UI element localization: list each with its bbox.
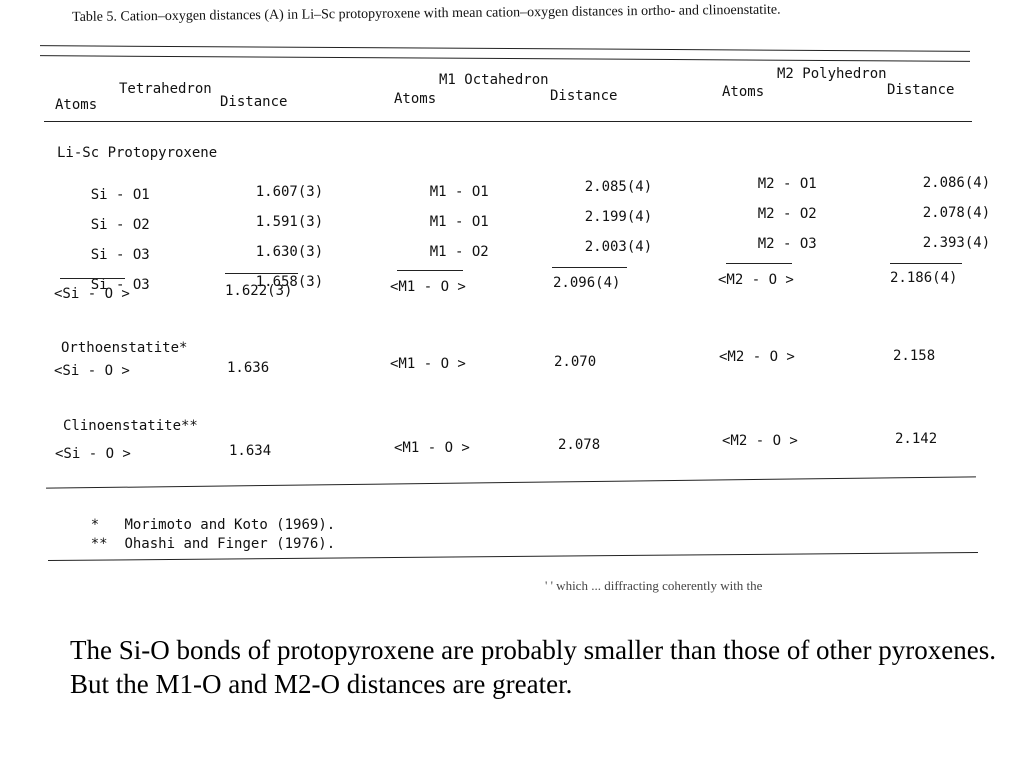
table-title: Table 5. Cation–oxygen distances (A) in Li–Sc protopyroxene with mean cation–oxygen distances in ortho- and clinoenstatite. bbox=[72, 2, 781, 25]
mean-overline bbox=[552, 267, 627, 268]
mean-overline bbox=[225, 273, 298, 274]
mean-si-value: 1.622(3) bbox=[225, 283, 293, 299]
footnote-mark: * bbox=[90, 517, 100, 533]
distance-cell: 2.078(4) bbox=[922, 205, 991, 221]
distance-cell: 2.086(4) bbox=[922, 175, 991, 191]
commentary-text: The Si-O bonds of protopyroxene are probably smaller than those of other pyroxenes. But the M1-O and M2-O distances are greater. bbox=[70, 635, 997, 699]
distance-cell: 2.003(4) bbox=[584, 239, 653, 255]
mean-overline bbox=[397, 270, 463, 271]
top-rule-1 bbox=[40, 45, 970, 52]
clino-si-label: <Si - O > bbox=[55, 446, 131, 462]
section-label-clinoenstatite: Clinoenstatite** bbox=[63, 418, 198, 434]
mean-overline bbox=[890, 263, 962, 264]
ortho-m1-value: 2.070 bbox=[554, 354, 597, 370]
ortho-si-label: <Si - O > bbox=[54, 363, 130, 379]
clino-m1-label: <M1 - O > bbox=[394, 440, 470, 456]
mean-m2-value: 2.186(4) bbox=[890, 270, 958, 286]
cut-off-body-text: ' ' which ... diffracting coherently with the bbox=[545, 578, 763, 593]
distance-cell: 2.085(4) bbox=[584, 179, 653, 195]
col-atoms-tetra: Atoms bbox=[55, 97, 98, 113]
atoms-cell: Si - O3 bbox=[90, 247, 150, 263]
col-distance-m1: Distance bbox=[550, 88, 618, 104]
atoms-cell: Si - O3 bbox=[90, 277, 150, 293]
atoms-cell: M1 - O1 bbox=[429, 214, 489, 230]
clino-m1-value: 2.078 bbox=[558, 437, 601, 453]
ortho-m2-label: <M2 - O > bbox=[719, 349, 795, 365]
table-row bbox=[724, 162, 817, 267]
ortho-si-value: 1.636 bbox=[227, 360, 270, 376]
footnote-text: Ohashi and Finger (1976). bbox=[124, 536, 336, 552]
table-row bbox=[889, 161, 990, 266]
ortho-m1-label: <M1 - O > bbox=[390, 356, 466, 372]
atoms-cell: Si - O2 bbox=[90, 217, 150, 233]
atoms-cell: M2 - O3 bbox=[757, 236, 817, 252]
distance-cell: 1.607(3) bbox=[255, 184, 324, 200]
mean-si-label: <Si - O > bbox=[54, 286, 130, 302]
mean-m1-value: 2.096(4) bbox=[553, 275, 621, 291]
distance-cell: 1.630(3) bbox=[255, 244, 324, 260]
atoms-cell: M1 - O2 bbox=[429, 244, 489, 260]
header-tetrahedron: Tetrahedron bbox=[119, 81, 212, 97]
mean-m2-label: <M2 - O > bbox=[718, 272, 794, 288]
distance-cell: 2.393(4) bbox=[922, 235, 991, 251]
col-distance-tetra: Distance bbox=[220, 94, 288, 110]
header-m2-polyhedron: M2 Polyhedron bbox=[777, 66, 887, 82]
footnote-text: Morimoto and Koto (1969). bbox=[124, 517, 336, 533]
distance-cell: 1.591(3) bbox=[255, 214, 324, 230]
col-distance-m2: Distance bbox=[887, 82, 955, 98]
clino-si-value: 1.634 bbox=[229, 443, 272, 459]
table-row bbox=[396, 170, 489, 275]
col-atoms-m2: Atoms bbox=[722, 84, 765, 100]
distance-cell: 2.199(4) bbox=[584, 209, 653, 225]
section-label-protopyroxene: Li-Sc Protopyroxene bbox=[57, 145, 218, 161]
table-row bbox=[551, 165, 652, 270]
footnote-mark: ** bbox=[90, 536, 108, 552]
col-atoms-m1: Atoms bbox=[394, 91, 437, 107]
atoms-cell: M1 - O1 bbox=[429, 184, 489, 200]
ortho-m2-value: 2.158 bbox=[893, 348, 936, 364]
clino-m2-value: 2.142 bbox=[895, 431, 938, 447]
clino-m2-label: <M2 - O > bbox=[722, 433, 798, 449]
mean-overline bbox=[726, 263, 792, 264]
atoms-cell: M2 - O2 bbox=[757, 206, 817, 222]
mean-m1-label: <M1 - O > bbox=[390, 279, 466, 295]
mean-overline bbox=[60, 278, 125, 279]
header-m1-octahedron: M1 Octahedron bbox=[439, 72, 549, 88]
header-rule bbox=[44, 121, 972, 122]
atoms-cell: Si - O1 bbox=[90, 187, 150, 203]
atoms-cell: M2 - O1 bbox=[757, 176, 817, 192]
top-rule-2 bbox=[40, 55, 970, 62]
distance-cell: 1.658(3) bbox=[255, 274, 324, 290]
bottom-rule bbox=[46, 476, 976, 488]
section-label-orthoenstatite: Orthoenstatite* bbox=[61, 340, 188, 356]
